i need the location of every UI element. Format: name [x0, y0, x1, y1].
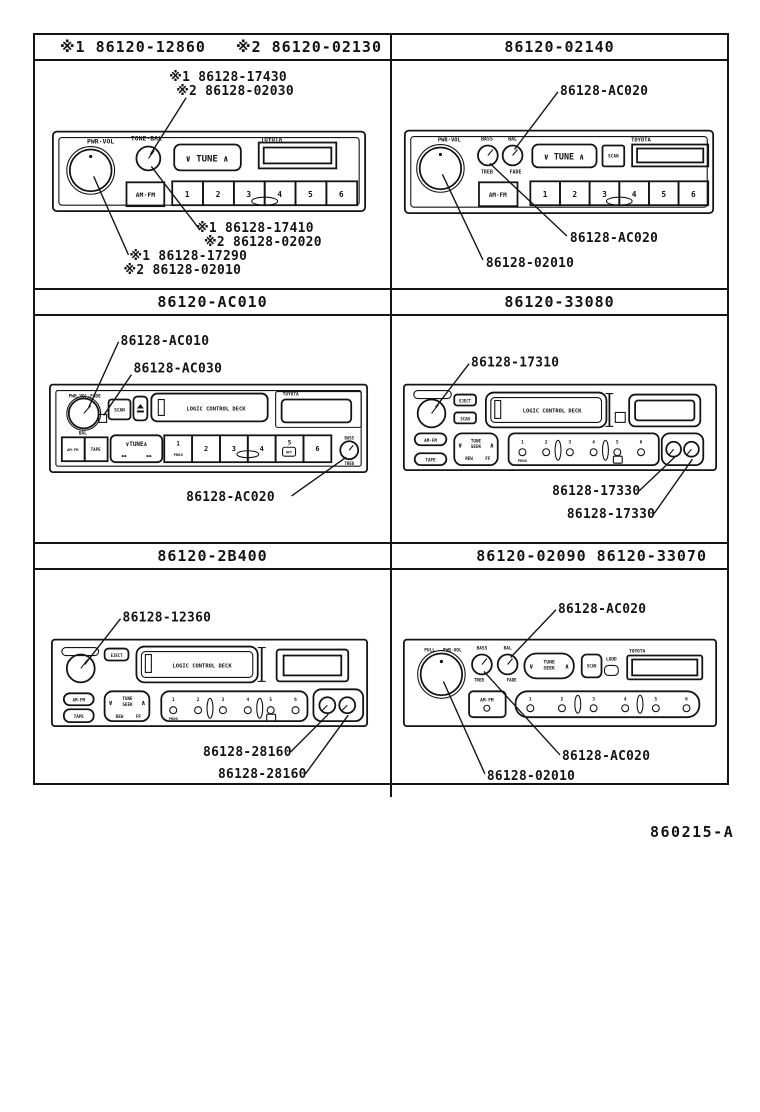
- bal-label: BAL: [78, 431, 87, 437]
- scan-button-label: SCAN: [114, 408, 125, 414]
- part-callout: 86128-17310: [471, 355, 560, 371]
- ff-label: FF: [485, 456, 491, 462]
- preset-label-3: 3: [602, 190, 607, 200]
- preset-label-1: 1: [521, 439, 524, 446]
- knob-marker: [513, 149, 518, 155]
- display: [284, 656, 342, 676]
- preset-label-5: 5: [308, 190, 313, 200]
- treb-label: TREB: [473, 677, 484, 683]
- preset-button-1: [170, 707, 177, 714]
- part-callout: 86128-AC020: [558, 602, 647, 618]
- deck-label: LOGIC CONTROL DECK: [522, 408, 582, 415]
- diagram-cell-5: [35, 570, 392, 797]
- display: [635, 400, 694, 420]
- preset-label-2: 2: [560, 697, 564, 703]
- part-callout: 86128-17330: [552, 483, 641, 499]
- band-button-dot: [484, 706, 490, 712]
- preset-label-3: 3: [592, 697, 595, 703]
- display: [282, 399, 352, 422]
- bass-knob: [472, 655, 492, 675]
- part-callout: ※2 86128-02010: [123, 262, 242, 278]
- preset-label-6: 6: [685, 697, 688, 703]
- assembly-number-cell: 86120-33080: [504, 292, 615, 311]
- preset-label-1: 1: [184, 190, 190, 200]
- preset-button-5: [267, 707, 274, 714]
- scan-button-label: SCAN: [460, 416, 470, 422]
- rpt-label: RPT: [286, 450, 292, 455]
- preset-label-1: 1: [542, 190, 548, 200]
- leader-line: [94, 176, 129, 255]
- band-button-label: AM·FM: [72, 698, 86, 704]
- preset-label-6: 6: [639, 439, 643, 446]
- brand-label: TOYOTA: [631, 137, 651, 144]
- part-callout: 86128-AC020: [559, 83, 649, 99]
- band-button-label: AM·FM: [480, 698, 494, 704]
- tune-label: TUNE: [543, 660, 555, 666]
- preset-button-6: [638, 448, 645, 455]
- leader-line: [490, 163, 567, 236]
- display-bezel: [629, 394, 700, 426]
- rpt-box: [267, 715, 276, 722]
- knob-marker: [89, 155, 92, 158]
- preset-label-3: 3: [221, 698, 225, 704]
- radio-faceplate: [52, 640, 367, 727]
- leader-line: [151, 166, 200, 230]
- preset-label-2: 2: [215, 190, 221, 200]
- preset-label-5: 5: [615, 439, 619, 446]
- bal-label: BAL: [503, 646, 512, 652]
- diagram-cell-1: [35, 61, 392, 288]
- preset-label-4: 4: [623, 697, 627, 703]
- volume-knob-ring: [418, 651, 465, 699]
- preset-panel: [516, 692, 700, 718]
- seek-label: SEEK: [122, 703, 133, 709]
- part-callout: ※2 86128-02030: [176, 83, 294, 99]
- diagram-cell-2: [392, 61, 727, 288]
- band-button: [469, 692, 506, 718]
- radio-diagram-3: [35, 316, 390, 543]
- ff-icon: ▶▶: [146, 453, 153, 458]
- volume-knob: [421, 654, 463, 696]
- pwr-vol-label: PWR·VOL: [442, 648, 462, 654]
- pwr-vol-fade-label: PWR·VOL·FADE: [68, 394, 101, 400]
- eject-button-label: EJECT: [459, 398, 472, 404]
- leader-line: [515, 92, 558, 150]
- bass-label: BASS: [344, 435, 355, 441]
- display-bezel: [259, 143, 337, 169]
- cassette-slot: [145, 655, 151, 673]
- part-callout: 86128-AC030: [133, 361, 223, 377]
- band-button-label: AM·FM: [67, 447, 79, 452]
- assembly-number-cell: 86120-2B400: [35, 544, 392, 568]
- assembly-number-cell: 86120-02140: [504, 38, 615, 56]
- knob-marker: [349, 445, 353, 450]
- preset-button-4: [590, 448, 597, 455]
- deck-label: LOGIC CONTROL DECK: [172, 663, 232, 670]
- preset-label-1: 1: [171, 698, 175, 704]
- content-row-2: [35, 316, 727, 545]
- part-callout: ※1 86128-17290: [129, 248, 248, 264]
- knob-marker: [669, 449, 674, 455]
- prog-label: PROG: [517, 458, 527, 463]
- preset-panel: [509, 433, 659, 465]
- preset-button-1: [527, 705, 534, 712]
- rew-label: REW: [115, 715, 124, 721]
- knob-marker: [342, 706, 347, 711]
- radio-faceplate: [404, 640, 716, 727]
- scan-button-label: SCAN: [586, 663, 597, 669]
- part-callout: ※1 86128-17430: [169, 69, 287, 85]
- preset-buttons: [164, 435, 331, 462]
- radio-diagram-4: [392, 316, 727, 543]
- band-button-label: AM·FM: [135, 191, 156, 200]
- pwr-vol-label: PWR·VOL: [87, 137, 115, 146]
- tune-button: [111, 435, 163, 462]
- ff-label: FF: [135, 715, 141, 721]
- preset-label-4: 4: [277, 190, 283, 200]
- preset-panel-outline: [161, 692, 307, 722]
- treb-label: TREB: [344, 460, 355, 466]
- knob-marker: [488, 149, 493, 155]
- content-row-1: [35, 61, 727, 290]
- eject-icon: [137, 404, 144, 408]
- preset-label-6: 6: [294, 698, 297, 704]
- panel-separator: [257, 699, 263, 719]
- faceplate-inner: [56, 390, 361, 466]
- preset-label-4: 4: [631, 190, 637, 200]
- leader-line: [150, 98, 186, 155]
- leader-line: [484, 672, 560, 756]
- deck-label: LOGIC CONTROL DECK: [186, 406, 246, 413]
- preset-button-2: [559, 705, 566, 712]
- treb-label: TREB: [480, 169, 493, 176]
- preset-buttons: [530, 181, 708, 205]
- preset-label-4: 4: [592, 439, 595, 446]
- assembly-number-cell: 86120-02090 86120-33070: [476, 547, 707, 566]
- fade-label: FADE: [509, 169, 522, 176]
- assembly-number-cell: 86120-AC010: [35, 290, 392, 314]
- preset-button-5: [652, 705, 659, 712]
- part-callout: 86128-AC020: [561, 749, 651, 765]
- knob-marker: [81, 660, 88, 669]
- tune-button-label: ∨ TUNE ∧: [543, 151, 585, 162]
- part-callout: 86128-AC020: [186, 489, 275, 505]
- preset-label-5: 5: [654, 697, 658, 703]
- tune-button-label: ∨TUNE∧: [125, 440, 148, 448]
- volume-knob-ring: [417, 145, 464, 193]
- preset-button-1: [519, 448, 526, 455]
- preset-button-2: [543, 448, 550, 455]
- treb-knob: [684, 442, 699, 457]
- part-callout: 86128-02010: [486, 769, 576, 785]
- header-row-1: [35, 35, 727, 61]
- preset-label-6: 6: [315, 444, 320, 453]
- tune-label: TUNE: [470, 438, 482, 445]
- panel-separator: [575, 696, 581, 714]
- figure-number: 860215-A: [650, 823, 735, 841]
- preset-button-5: [614, 448, 621, 455]
- part-callout: 86128-17330: [566, 506, 656, 522]
- tune-up-icon: ∧: [564, 662, 569, 671]
- bal-label: BAL: [508, 136, 518, 143]
- rpt-box: [613, 456, 622, 463]
- radio-diagram-5: [35, 570, 390, 797]
- bal-knob: [498, 655, 518, 675]
- fade-label: FADE: [506, 677, 517, 683]
- bass-knob: [666, 442, 681, 457]
- content-row-3: [35, 570, 727, 797]
- cassette-slot: [158, 399, 164, 415]
- preset-button-2: [195, 707, 202, 714]
- parts-table: [33, 33, 729, 785]
- part-callout: 86128-12360: [122, 611, 212, 627]
- knob-marker: [440, 660, 443, 663]
- tone-bal-label: TONE·BAL: [130, 134, 162, 143]
- eject-icon: [137, 410, 144, 412]
- preset-button-3: [590, 705, 597, 712]
- part-callout: ※1 86128-17410: [196, 221, 314, 237]
- tune-down-icon: ∨: [458, 440, 463, 449]
- seek-label: SEEK: [470, 444, 482, 450]
- part-callout: 86128-AC020: [569, 230, 659, 246]
- pwr-vol-label: PWR·VOL: [437, 137, 461, 144]
- preset-panel-outline: [516, 692, 700, 718]
- bass-label: BASS: [480, 136, 493, 143]
- tune-down-icon: ∨: [108, 699, 113, 708]
- radio-faceplate: [53, 132, 365, 212]
- preset-label-5: 5: [287, 438, 292, 446]
- dolby-button: [615, 412, 625, 422]
- preset-label-6: 6: [691, 190, 696, 200]
- eject-button-label: EJECT: [110, 653, 123, 659]
- bass-label: BASS: [476, 646, 488, 652]
- brand-label: TOYOTA: [260, 136, 283, 144]
- preset-label-2: 2: [196, 698, 200, 704]
- preset-button-3: [219, 707, 226, 714]
- cassette-slot: [495, 400, 501, 418]
- preset-button-3: [566, 448, 573, 455]
- knob-marker: [439, 153, 442, 156]
- knob-marker: [508, 659, 513, 665]
- display: [264, 148, 332, 164]
- leader-line: [443, 682, 485, 774]
- leader-line: [639, 457, 675, 491]
- tune-down-icon: ∨: [529, 662, 534, 671]
- preset-button-4: [622, 705, 629, 712]
- leader-line: [511, 610, 556, 658]
- diagram-cell-4: [392, 316, 727, 543]
- panel-separator: [207, 699, 213, 719]
- knob-marker: [482, 659, 487, 665]
- loud-label: LOUD: [606, 657, 617, 663]
- radio-diagram-1: [35, 61, 390, 288]
- header-row-2: [35, 290, 727, 316]
- tune-button-label: ∨ TUNE ∧: [185, 154, 229, 165]
- tune-up-icon: ∧: [141, 699, 146, 708]
- part-callout: 86128-28160: [203, 745, 292, 761]
- display: [632, 660, 697, 676]
- header-row-3: [35, 544, 727, 570]
- radio-faceplate: [404, 384, 716, 470]
- band-button-label: AM·FM: [488, 192, 507, 200]
- diagram-cell-6: [392, 570, 727, 797]
- bass-knob: [319, 698, 335, 714]
- scan-button-label: SCAN: [608, 154, 619, 160]
- preset-label-3: 3: [231, 444, 236, 453]
- preset-label-2: 2: [203, 444, 209, 453]
- treb-knob: [339, 698, 355, 714]
- tone-knob-panel: [662, 433, 704, 465]
- tape-button-label: TAPE: [73, 714, 84, 720]
- preset-label-3: 3: [568, 439, 572, 446]
- knob-marker: [322, 706, 327, 711]
- preset-label-5: 5: [269, 698, 273, 704]
- preset-panel-outline: [509, 433, 659, 465]
- bass-treb-knob: [340, 441, 358, 459]
- leader-line: [305, 716, 348, 775]
- volume-knob-ring: [67, 147, 115, 195]
- brand-label: TOYOTA: [629, 649, 646, 655]
- band-button-label: AM·FM: [424, 438, 437, 444]
- leader-line: [89, 342, 119, 408]
- loud-button: [604, 666, 618, 676]
- tune-label: TUNE: [122, 697, 133, 703]
- prog-label: PROG: [168, 717, 178, 722]
- preset-buttons: [172, 181, 357, 205]
- preset-label-6: 6: [338, 190, 344, 200]
- part-callout: ※2 86128-02020: [204, 234, 322, 250]
- leader-line: [442, 174, 483, 260]
- leader-line: [654, 459, 693, 514]
- display-bezel: [277, 650, 349, 682]
- preset-button-6: [683, 705, 690, 712]
- rew-label: REW: [465, 456, 473, 462]
- diagram-cell-3: [35, 316, 392, 543]
- part-callout: 86128-02010: [485, 255, 575, 271]
- rew-icon: ◀◀: [120, 453, 127, 458]
- seek-label: SEEK: [543, 666, 555, 672]
- preset-label-4: 4: [259, 444, 264, 453]
- prog-label: PROG: [173, 452, 183, 457]
- preset-label-1: 1: [529, 697, 532, 703]
- part-callout: 86128-28160: [217, 767, 307, 783]
- preset-label-1: 1: [176, 439, 180, 447]
- radio-faceplate: [50, 384, 367, 472]
- knob-marker: [686, 449, 691, 455]
- part-callout: 86128-AC010: [120, 333, 210, 349]
- preset-button-4: [244, 707, 251, 714]
- brand-label: TOYOTA: [282, 392, 299, 398]
- leader-line: [291, 715, 329, 753]
- tape-button-label: TAPE: [90, 446, 101, 452]
- radio-faceplate: [405, 131, 713, 214]
- radio-diagram-2: [392, 61, 727, 288]
- assembly-number-cell: ※1 86120-12860 ※2 86120-02130: [35, 35, 392, 59]
- panel-separator: [637, 696, 643, 714]
- preset-label-5: 5: [661, 190, 667, 200]
- panel-separator: [555, 440, 561, 460]
- preset-label-3: 3: [246, 190, 252, 200]
- preset-button-6: [292, 707, 299, 714]
- display: [637, 149, 703, 163]
- volume-knob: [67, 655, 95, 683]
- preset-label-4: 4: [246, 698, 250, 704]
- radio-diagram-6: [392, 570, 727, 797]
- preset-label-2: 2: [572, 190, 578, 200]
- preset-panel: [161, 692, 307, 722]
- preset-label-2: 2: [544, 439, 548, 446]
- pull-label: PULL: [424, 648, 435, 654]
- panel-separator: [602, 440, 608, 460]
- tune-up-icon: ∧: [489, 440, 494, 449]
- tape-button-label: TAPE: [425, 458, 436, 464]
